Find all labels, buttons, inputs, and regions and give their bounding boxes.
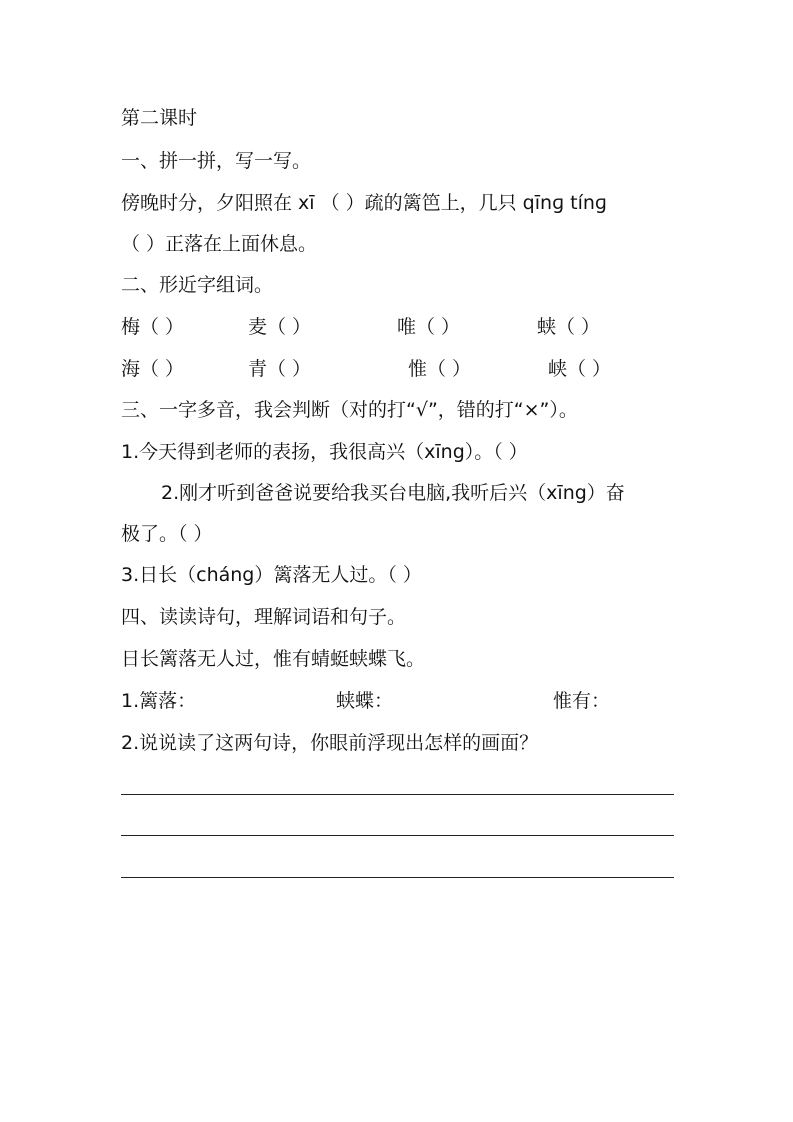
term-liluo: 1.篱落： [121,690,197,712]
word-pair-1-3: 唯（ ） [397,316,461,338]
section1-sentence-line2: （ ）正落在上面休息。 [121,233,318,255]
section3-item2-line2: 极了。（ ） [121,523,213,545]
term-jiadie: 蛱蝶： [336,690,394,712]
section3-item1: 1.今天得到老师的表扬，我很高兴（xīng）。（ ） [121,441,528,463]
word-pair-2-3: 惟（ ） [408,358,472,380]
word-pair-1-1: 梅（ ） [121,316,185,338]
term-weiyou: 惟有： [553,690,611,712]
word-pair-1-2: 麦（ ） [248,316,312,338]
section3-item3: 3.日长（cháng）篱落无人过。（ ） [121,564,422,586]
section3-heading: 三、一字多音，我会判断（对的打“√”，错的打“×”）。 [121,399,578,421]
section4-heading: 四、读读诗句，理解词语和句子。 [121,606,407,628]
section2-heading: 二、形近字组词。 [121,274,274,296]
lesson-title: 第二课时 [121,107,198,129]
answer-line-2 [121,835,674,836]
section3-item2-line1: 2.刚才听到爸爸说要给我买台电脑,我听后兴（xīng）奋 [161,482,625,504]
word-pair-1-4: 蛱（ ） [537,316,601,338]
word-pair-2-1: 海（ ） [121,358,185,380]
section4-question: 2.说说读了这两句诗，你眼前浮现出怎样的画面？ [121,732,539,754]
word-pair-2-4: 峡（ ） [548,358,612,380]
answer-line-1 [121,794,674,795]
section1-sentence-line1: 傍晚时分，夕阳照在 xī （ ）疏的篱笆上，几只 qīnɡ tínɡ [121,192,607,214]
poem-line: 日长篱落无人过，惟有蜻蜓蛱蝶飞。 [121,648,426,670]
section1-heading: 一、拼一拼，写一写。 [121,150,312,172]
answer-line-3 [121,877,674,878]
word-pair-2-2: 青（ ） [248,358,312,380]
